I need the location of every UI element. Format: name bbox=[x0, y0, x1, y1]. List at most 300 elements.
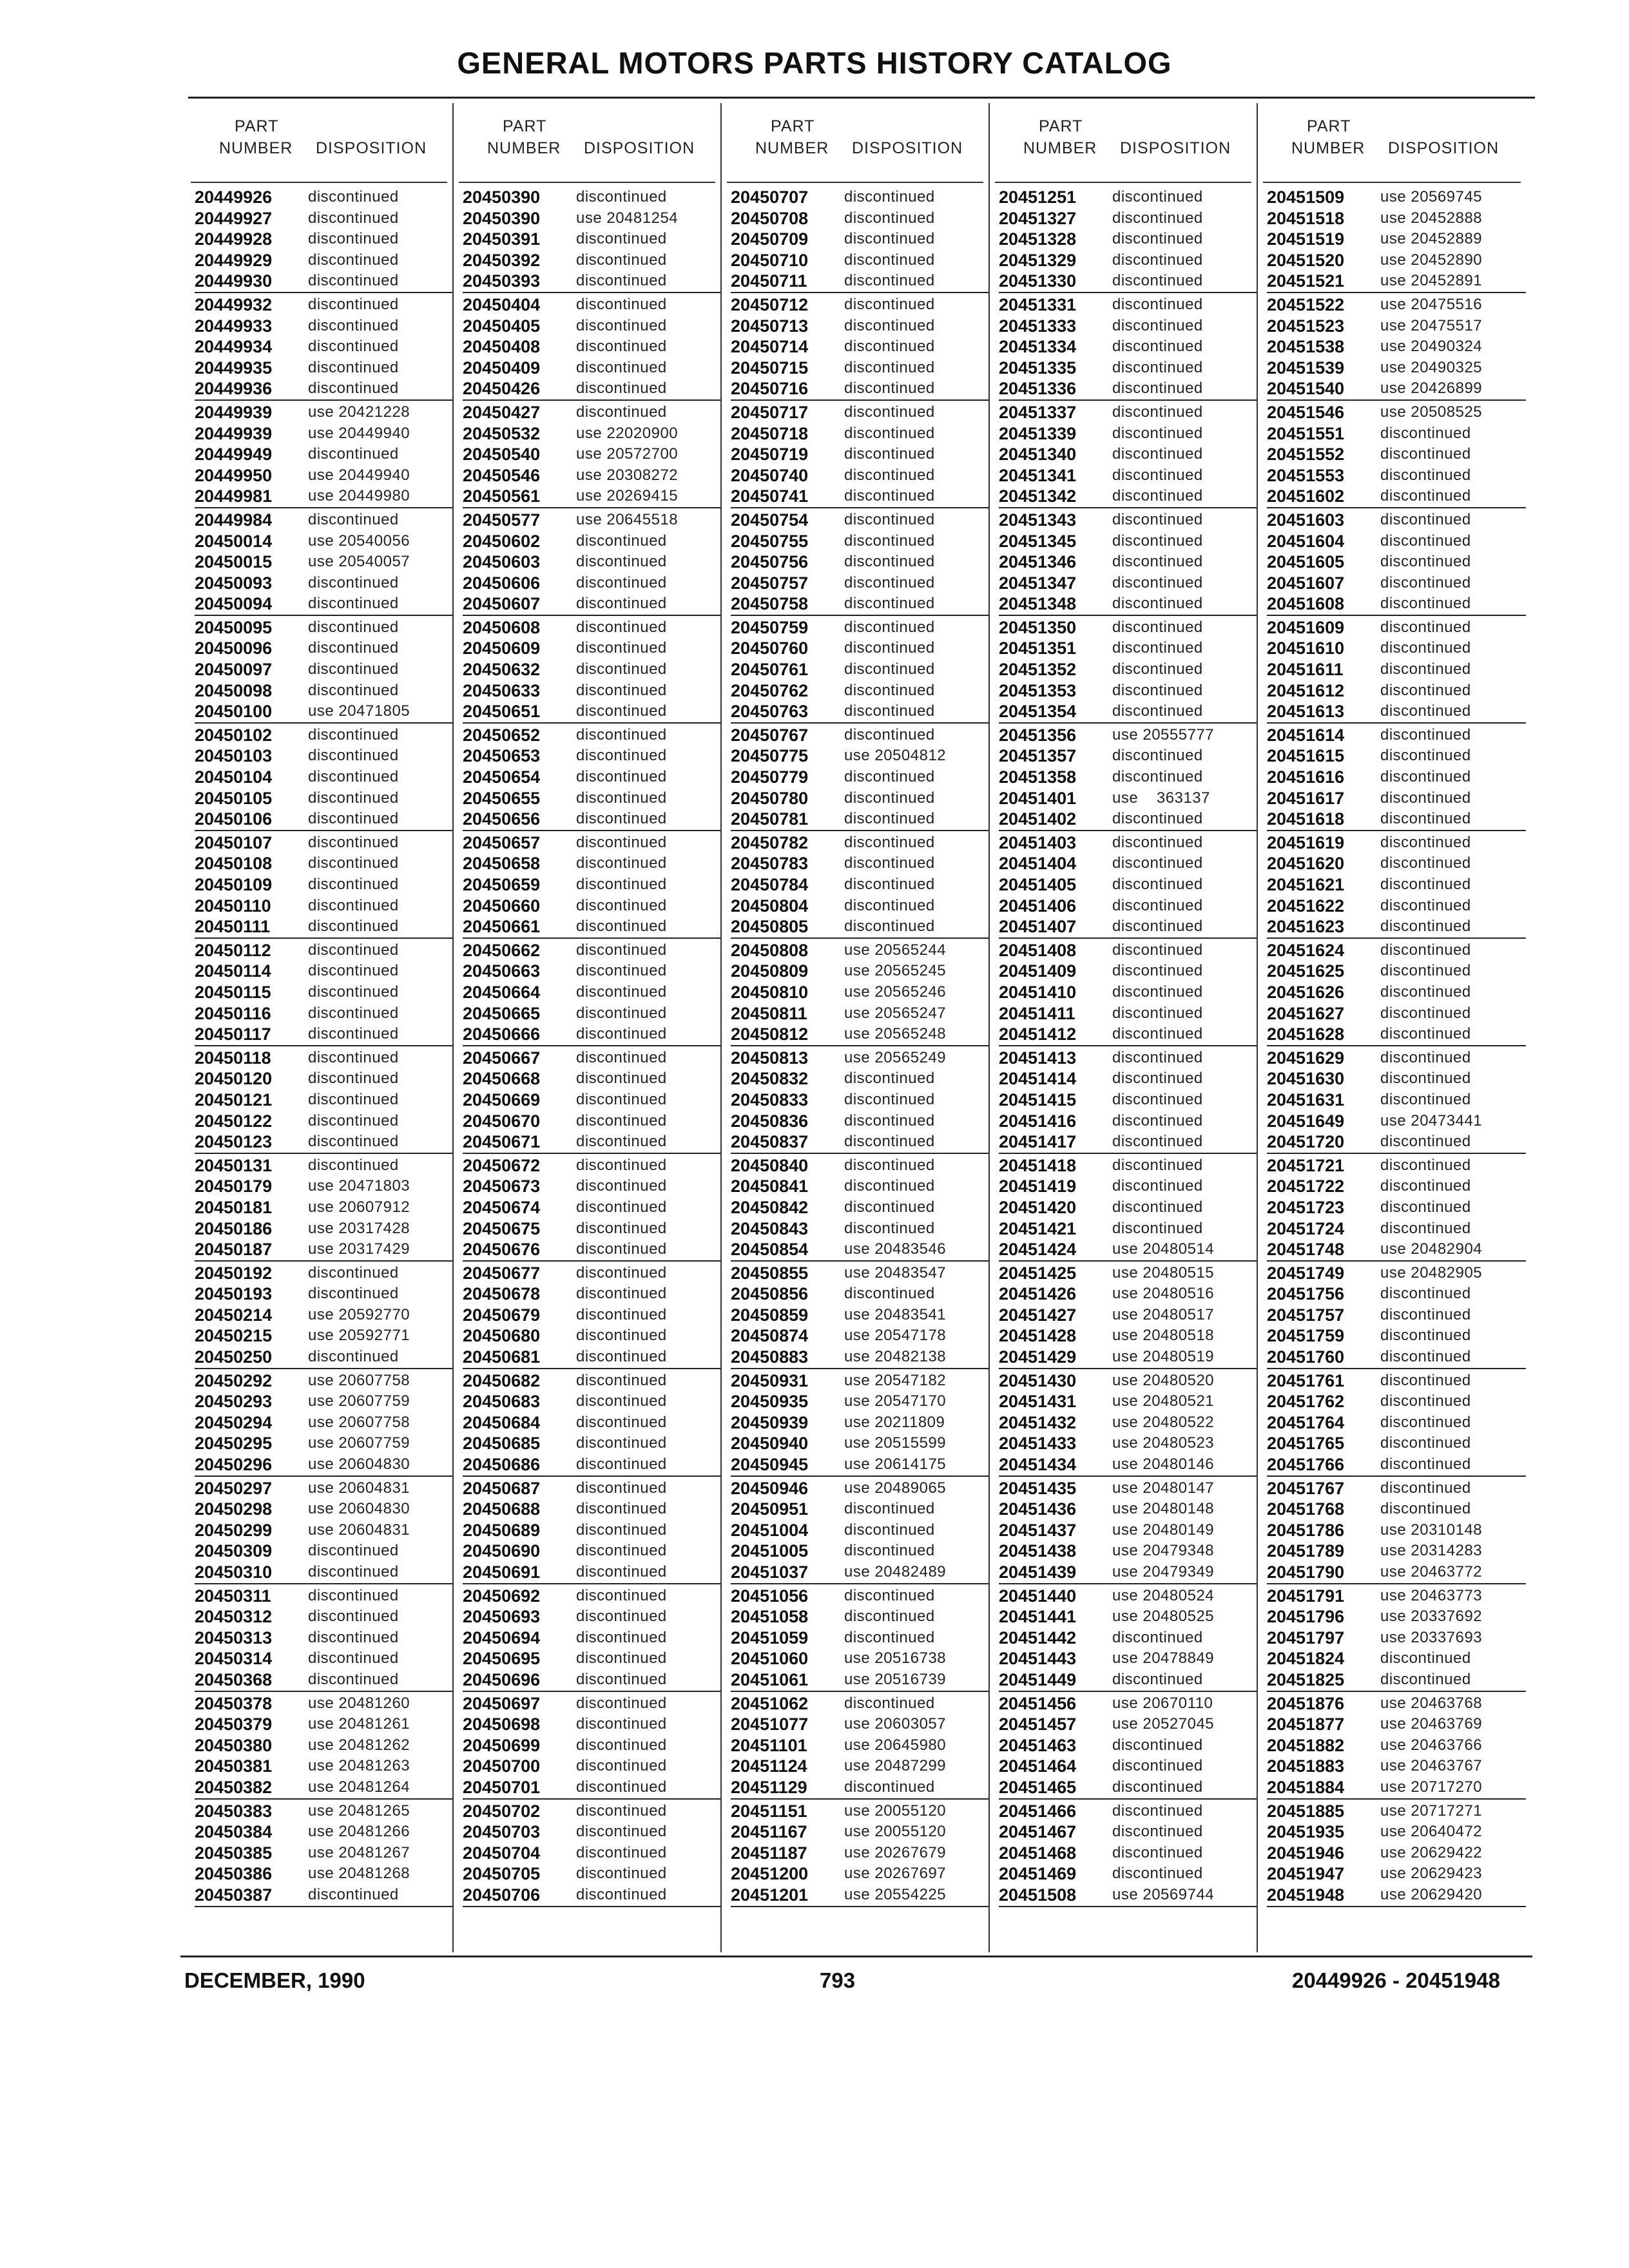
disposition: discontinued bbox=[844, 681, 935, 699]
table-row bbox=[1267, 680, 1526, 702]
disposition: discontinued bbox=[308, 983, 399, 1001]
part-number: 20450390 bbox=[463, 208, 541, 228]
part-number: 20450295 bbox=[195, 1434, 273, 1454]
entry-group bbox=[999, 1048, 1257, 1154]
disposition: use 20452891 bbox=[1380, 272, 1483, 290]
part-number: 20451649 bbox=[1267, 1111, 1345, 1131]
table-row bbox=[731, 486, 988, 507]
disposition: discontinued bbox=[576, 1348, 667, 1366]
part-number: 20451522 bbox=[1267, 294, 1345, 314]
disposition: discontinued bbox=[576, 1456, 667, 1474]
part-number: 20450842 bbox=[731, 1197, 809, 1217]
part-number: 20450946 bbox=[731, 1478, 809, 1498]
part-number: 20450368 bbox=[195, 1669, 273, 1689]
table-row bbox=[463, 1843, 720, 1864]
table-row bbox=[999, 593, 1257, 615]
disposition: use 20482138 bbox=[844, 1348, 947, 1366]
table-row bbox=[999, 1412, 1257, 1434]
entry-group bbox=[195, 1155, 452, 1262]
disposition: discontinued bbox=[576, 1371, 667, 1389]
disposition: discontinued bbox=[1380, 424, 1471, 442]
entry-group bbox=[999, 1155, 1257, 1262]
part-number: 20450187 bbox=[195, 1240, 273, 1260]
part-number: 20451722 bbox=[1267, 1177, 1345, 1196]
table-row bbox=[195, 1863, 452, 1885]
table-row bbox=[731, 465, 988, 486]
disposition: discontinued bbox=[1380, 1133, 1471, 1151]
disposition: discontinued bbox=[1380, 854, 1471, 872]
part-number: 20450779 bbox=[731, 767, 809, 787]
disposition: discontinued bbox=[1380, 1348, 1471, 1366]
table-row bbox=[731, 1347, 988, 1368]
table-row bbox=[999, 961, 1257, 982]
table-row bbox=[1267, 1048, 1526, 1069]
table-row bbox=[463, 1370, 720, 1392]
part-number: 20451438 bbox=[999, 1541, 1077, 1561]
entry-group bbox=[999, 187, 1257, 293]
table-row bbox=[999, 1024, 1257, 1045]
table-row bbox=[463, 1263, 720, 1284]
table-row bbox=[999, 1756, 1257, 1777]
disposition: discontinued bbox=[576, 553, 667, 571]
table-row bbox=[1267, 1218, 1526, 1240]
part-number: 20451124 bbox=[731, 1756, 807, 1776]
disposition: discontinued bbox=[1112, 1778, 1203, 1796]
table-row bbox=[195, 961, 452, 982]
disposition: use 20483541 bbox=[844, 1305, 947, 1323]
table-row bbox=[195, 1478, 452, 1499]
part-number: 20451757 bbox=[1267, 1305, 1345, 1325]
table-row bbox=[463, 531, 720, 552]
table-row bbox=[463, 1756, 720, 1777]
disposition: discontinued bbox=[1112, 962, 1203, 980]
entry-group bbox=[999, 294, 1257, 401]
table-row bbox=[999, 1843, 1257, 1864]
disposition: discontinued bbox=[844, 1521, 935, 1539]
part-number: 20451419 bbox=[999, 1177, 1077, 1196]
disposition: discontinued bbox=[308, 941, 399, 959]
table-row bbox=[999, 617, 1257, 639]
table-row bbox=[195, 358, 452, 379]
table-row bbox=[195, 208, 452, 229]
table-row bbox=[463, 1218, 720, 1240]
table-row bbox=[195, 510, 452, 531]
disposition: discontinued bbox=[576, 1757, 667, 1775]
part-number: 20451406 bbox=[999, 896, 1077, 916]
disposition: discontinued bbox=[1112, 188, 1203, 206]
part-number: 20451060 bbox=[731, 1649, 809, 1669]
part-number: 20451405 bbox=[999, 875, 1077, 894]
part-number: 20450669 bbox=[463, 1090, 541, 1110]
disposition: discontinued bbox=[576, 1285, 667, 1303]
table-row bbox=[463, 1478, 720, 1499]
part-number: 20451626 bbox=[1267, 982, 1345, 1002]
part-number: 20450693 bbox=[463, 1607, 541, 1627]
disposition: use 20565244 bbox=[844, 941, 947, 959]
disposition: discontinued bbox=[844, 424, 935, 442]
part-number: 20450123 bbox=[195, 1132, 273, 1152]
disposition: discontinued bbox=[308, 1111, 399, 1129]
table-row bbox=[195, 402, 452, 423]
table-row bbox=[1267, 1283, 1526, 1305]
table-row bbox=[463, 358, 720, 379]
table-row bbox=[999, 916, 1257, 937]
part-number: 20451791 bbox=[1267, 1586, 1345, 1606]
table-row bbox=[1267, 1325, 1526, 1347]
disposition: discontinued bbox=[576, 1327, 667, 1345]
table-row bbox=[195, 465, 452, 486]
table-row bbox=[731, 1131, 988, 1153]
disposition: discontinued bbox=[308, 445, 399, 463]
part-number: 20450655 bbox=[463, 788, 541, 808]
table-row bbox=[999, 573, 1257, 594]
part-number: 20450841 bbox=[731, 1177, 809, 1196]
disposition: use 20604830 bbox=[308, 1500, 410, 1518]
disposition: discontinued bbox=[1112, 1670, 1203, 1688]
table-row bbox=[999, 1478, 1257, 1499]
entry-group bbox=[1267, 294, 1526, 401]
part-number: 20450775 bbox=[731, 746, 809, 766]
header-rule bbox=[459, 182, 715, 183]
bottom-rule bbox=[180, 1956, 1532, 1957]
table-row bbox=[1267, 1648, 1526, 1669]
disposition: discontinued bbox=[844, 618, 935, 636]
disposition: discontinued bbox=[844, 660, 935, 678]
disposition: discontinued bbox=[1380, 1156, 1471, 1174]
table-row bbox=[1267, 1433, 1526, 1454]
part-number: 20450837 bbox=[731, 1132, 809, 1152]
part-number: 20451620 bbox=[1267, 854, 1345, 874]
part-number: 20450707 bbox=[731, 187, 809, 207]
disposition: use 20607758 bbox=[308, 1413, 410, 1431]
disposition: discontinued bbox=[308, 1133, 399, 1151]
disposition: discontinued bbox=[1380, 573, 1471, 591]
table-row bbox=[731, 982, 988, 1003]
part-number: 20451748 bbox=[1267, 1240, 1345, 1260]
part-number: 20450784 bbox=[731, 875, 809, 894]
part-number: 20451882 bbox=[1267, 1735, 1345, 1755]
disposition: discontinued bbox=[1380, 941, 1471, 959]
disposition: discontinued bbox=[1112, 1628, 1203, 1646]
disposition: discontinued bbox=[576, 1004, 667, 1022]
disposition: discontinued bbox=[1112, 1133, 1203, 1151]
disposition: discontinued bbox=[844, 380, 935, 398]
table-row bbox=[999, 1669, 1257, 1691]
part-number: 20451418 bbox=[999, 1155, 1077, 1175]
disposition: use 20516738 bbox=[844, 1649, 947, 1667]
table-row bbox=[731, 1714, 988, 1735]
part-number: 20451352 bbox=[999, 660, 1077, 680]
entry-group bbox=[999, 1478, 1257, 1584]
disposition: discontinued bbox=[576, 1434, 667, 1452]
page-title: GENERAL MOTORS PARTS HISTORY CATALOG bbox=[457, 46, 1172, 80]
table-row bbox=[463, 552, 720, 573]
table-row bbox=[195, 1155, 452, 1177]
disposition: discontinued bbox=[1112, 876, 1203, 893]
part-number: 20451330 bbox=[999, 271, 1077, 291]
part-number: 20450309 bbox=[195, 1541, 273, 1561]
table-row bbox=[999, 1239, 1257, 1260]
part-number: 20450116 bbox=[195, 1003, 271, 1023]
table-row bbox=[1267, 552, 1526, 573]
part-number: 20450382 bbox=[195, 1777, 273, 1797]
part-number: 20450652 bbox=[463, 725, 541, 745]
disposition: discontinued bbox=[844, 251, 935, 269]
table-row bbox=[999, 832, 1257, 854]
part-number: 20450409 bbox=[463, 358, 541, 378]
part-number: 20450716 bbox=[731, 379, 809, 399]
table-row bbox=[1267, 1305, 1526, 1326]
table-row bbox=[999, 940, 1257, 961]
disposition: use 20592771 bbox=[308, 1327, 410, 1345]
part-number: 20450095 bbox=[195, 617, 273, 637]
part-number: 20451353 bbox=[999, 680, 1077, 700]
part-number: 20451401 bbox=[999, 788, 1077, 808]
disposition: discontinued bbox=[1112, 1198, 1203, 1216]
disposition: discontinued bbox=[308, 1670, 399, 1688]
part-number: 20451540 bbox=[1267, 379, 1345, 399]
part-number: 20451439 bbox=[999, 1562, 1077, 1582]
disposition: use 20629423 bbox=[1380, 1865, 1483, 1883]
part-number: 20450874 bbox=[731, 1326, 809, 1346]
disposition: discontinued bbox=[308, 962, 399, 980]
part-number: 20451335 bbox=[999, 358, 1077, 378]
entry-group bbox=[731, 1586, 988, 1692]
part-number: 20450673 bbox=[463, 1177, 541, 1196]
part-number: 20450832 bbox=[731, 1069, 809, 1089]
table-row bbox=[463, 1068, 720, 1090]
part-number: 20450702 bbox=[463, 1801, 541, 1821]
part-number: 20451613 bbox=[1267, 702, 1345, 722]
disposition: discontinued bbox=[308, 1563, 399, 1581]
disposition: discontinued bbox=[1380, 1305, 1471, 1323]
table-row bbox=[999, 444, 1257, 465]
disposition: discontinued bbox=[576, 358, 667, 376]
disposition: use 20475516 bbox=[1380, 295, 1483, 313]
table-row bbox=[731, 402, 988, 423]
table-row bbox=[463, 465, 720, 486]
part-number: 20451059 bbox=[731, 1628, 809, 1648]
column-header-part: PART bbox=[1039, 117, 1083, 135]
table-row bbox=[731, 336, 988, 358]
table-row bbox=[1267, 1197, 1526, 1218]
part-number: 20450939 bbox=[731, 1412, 809, 1432]
part-number: 20451465 bbox=[999, 1777, 1077, 1797]
disposition: discontinued bbox=[308, 918, 399, 936]
part-number: 20450811 bbox=[731, 1003, 807, 1023]
entry-group bbox=[463, 1155, 720, 1262]
table-row bbox=[731, 1239, 988, 1260]
disposition: discontinued bbox=[576, 896, 667, 914]
entry-group bbox=[463, 187, 720, 293]
entry-group bbox=[195, 510, 452, 616]
table-row bbox=[731, 1454, 988, 1475]
part-number: 20450883 bbox=[731, 1347, 809, 1367]
part-number: 20450675 bbox=[463, 1218, 541, 1238]
disposition: discontinued bbox=[1112, 1219, 1203, 1237]
table-row bbox=[195, 423, 452, 445]
disposition: discontinued bbox=[576, 1198, 667, 1216]
disposition: discontinued bbox=[576, 726, 667, 744]
table-row bbox=[999, 1801, 1257, 1822]
part-number: 20451553 bbox=[1267, 465, 1345, 485]
disposition: discontinued bbox=[308, 876, 399, 893]
table-row bbox=[1267, 1606, 1526, 1628]
disposition: use 20645980 bbox=[844, 1736, 947, 1754]
table-row bbox=[463, 1541, 720, 1562]
column-header-disposition: DISPOSITION bbox=[1388, 139, 1499, 157]
part-number: 20450710 bbox=[731, 250, 809, 270]
table-row bbox=[195, 1068, 452, 1090]
table-row bbox=[999, 1454, 1257, 1475]
disposition: discontinued bbox=[844, 338, 935, 356]
disposition: discontinued bbox=[576, 230, 667, 248]
part-number: 20450111 bbox=[195, 917, 271, 937]
part-number: 20451409 bbox=[999, 961, 1077, 981]
part-number: 20451340 bbox=[999, 445, 1077, 465]
part-number: 20451412 bbox=[999, 1024, 1077, 1044]
part-number: 20451425 bbox=[999, 1263, 1077, 1283]
table-row bbox=[999, 1714, 1257, 1735]
disposition: discontinued bbox=[1380, 1649, 1471, 1667]
part-number: 20450094 bbox=[195, 594, 273, 614]
table-row bbox=[1267, 294, 1526, 316]
table-row bbox=[195, 378, 452, 399]
part-number: 20451521 bbox=[1267, 271, 1345, 291]
disposition: discontinued bbox=[1112, 618, 1203, 636]
disposition: discontinued bbox=[576, 251, 667, 269]
part-number: 20451339 bbox=[999, 423, 1077, 443]
disposition: discontinued bbox=[576, 854, 667, 872]
part-number: 20450683 bbox=[463, 1392, 541, 1412]
disposition: use 20607759 bbox=[308, 1392, 410, 1410]
part-number: 20451440 bbox=[999, 1586, 1077, 1606]
disposition: discontinued bbox=[844, 789, 935, 807]
table-row bbox=[1267, 1412, 1526, 1434]
table-row bbox=[463, 1090, 720, 1111]
part-number: 20450633 bbox=[463, 680, 541, 700]
table-row bbox=[1267, 896, 1526, 917]
part-number: 20451467 bbox=[999, 1822, 1077, 1842]
part-number: 20451883 bbox=[1267, 1756, 1345, 1776]
table-row bbox=[195, 1370, 452, 1392]
disposition: discontinued bbox=[844, 316, 935, 334]
disposition: discontinued bbox=[576, 1264, 667, 1282]
column-header-number: NUMBER bbox=[1291, 139, 1365, 157]
entry-list bbox=[990, 187, 1257, 1908]
table-row bbox=[731, 788, 988, 809]
table-row bbox=[195, 1131, 452, 1153]
entry-group bbox=[999, 1801, 1257, 1907]
disposition: use 20308272 bbox=[576, 466, 679, 484]
table-row bbox=[731, 1048, 988, 1069]
table-row bbox=[463, 1155, 720, 1177]
disposition: discontinued bbox=[576, 833, 667, 851]
disposition: discontinued bbox=[308, 316, 399, 334]
table-row bbox=[999, 1693, 1257, 1715]
entry-group bbox=[1267, 1801, 1526, 1907]
part-number: 20450606 bbox=[463, 573, 541, 593]
table-row bbox=[999, 1003, 1257, 1024]
disposition: discontinued bbox=[1112, 230, 1203, 248]
part-number: 20450755 bbox=[731, 531, 809, 551]
part-number: 20450292 bbox=[195, 1370, 273, 1390]
entry-group bbox=[195, 1693, 452, 1800]
disposition: use 20269415 bbox=[576, 487, 679, 505]
table-row bbox=[731, 1520, 988, 1541]
table-row bbox=[999, 1520, 1257, 1541]
disposition: discontinued bbox=[1380, 595, 1471, 613]
disposition: discontinued bbox=[576, 1521, 667, 1539]
table-row bbox=[463, 1562, 720, 1583]
table-row bbox=[999, 1131, 1257, 1153]
table-row bbox=[1267, 1111, 1526, 1132]
entry-group bbox=[999, 725, 1257, 831]
table-row bbox=[463, 745, 720, 767]
disposition: use 20463766 bbox=[1380, 1736, 1483, 1754]
table-row bbox=[463, 1499, 720, 1520]
part-number: 20451469 bbox=[999, 1864, 1077, 1884]
table-row bbox=[731, 1412, 988, 1434]
disposition: discontinued bbox=[576, 316, 667, 334]
table-row bbox=[999, 486, 1257, 507]
disposition: use 20480521 bbox=[1112, 1392, 1215, 1410]
table-row bbox=[731, 1024, 988, 1045]
table-row bbox=[731, 659, 988, 680]
table-row bbox=[999, 788, 1257, 809]
entry-group bbox=[999, 402, 1257, 508]
part-number: 20451768 bbox=[1267, 1499, 1345, 1519]
part-number: 20451466 bbox=[999, 1801, 1077, 1821]
table-row bbox=[195, 552, 452, 573]
part-number: 20451435 bbox=[999, 1478, 1077, 1498]
table-row bbox=[195, 853, 452, 874]
table-row bbox=[731, 1305, 988, 1326]
disposition: use 20480517 bbox=[1112, 1305, 1215, 1323]
table-row bbox=[1267, 940, 1526, 961]
disposition: discontinued bbox=[576, 1563, 667, 1581]
part-number: 20450679 bbox=[463, 1305, 541, 1325]
table-row bbox=[999, 1628, 1257, 1649]
disposition: discontinued bbox=[1112, 338, 1203, 356]
entry-list bbox=[1258, 187, 1526, 1908]
part-number: 20451062 bbox=[731, 1693, 809, 1713]
table-row bbox=[195, 1347, 452, 1368]
entry-group bbox=[731, 402, 988, 508]
disposition: use 20480519 bbox=[1112, 1348, 1215, 1366]
part-number: 20449933 bbox=[195, 316, 273, 336]
table-row bbox=[1267, 1801, 1526, 1822]
disposition: discontinued bbox=[576, 681, 667, 699]
disposition: discontinued bbox=[1380, 1048, 1471, 1066]
table-row bbox=[1267, 486, 1526, 507]
part-number: 20451356 bbox=[999, 725, 1077, 745]
table-row bbox=[1267, 444, 1526, 465]
disposition: discontinued bbox=[576, 1177, 667, 1195]
table-row bbox=[731, 1777, 988, 1798]
table-row bbox=[463, 208, 720, 229]
entry-group bbox=[731, 1693, 988, 1800]
table-row bbox=[731, 1111, 988, 1132]
table-row bbox=[999, 316, 1257, 337]
table-row bbox=[195, 531, 452, 552]
disposition: discontinued bbox=[1112, 896, 1203, 914]
table-row bbox=[731, 1801, 988, 1822]
table-row bbox=[731, 444, 988, 465]
table-row bbox=[195, 1735, 452, 1756]
part-number: 20449926 bbox=[195, 187, 273, 207]
part-number: 20451333 bbox=[999, 316, 1077, 336]
